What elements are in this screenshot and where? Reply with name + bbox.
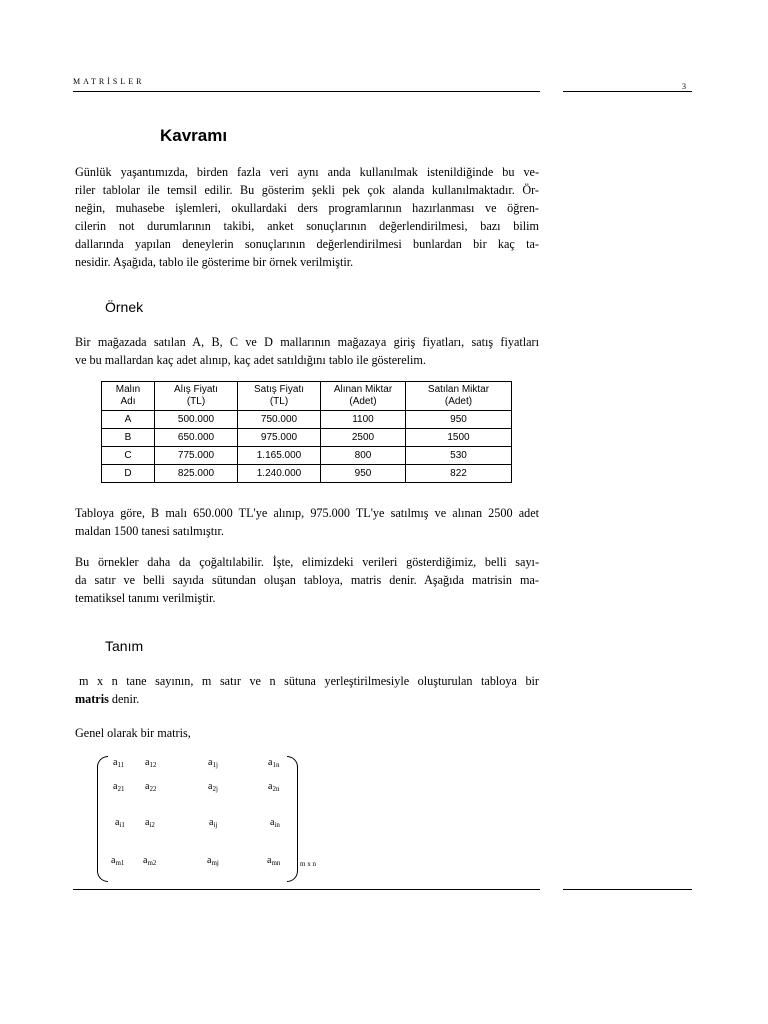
definition-line: m x n tane sayının, m satır ve n sütuna yerleştirilmesiyle oluşturulan tabloya bir (79, 674, 539, 688)
more-line: Bu örnekler daha da çoğaltılabilir. İşte, elimizdeki verileri gösterdiğimiz, belli sayı- (75, 555, 539, 569)
definition-heading: Tanım (105, 638, 144, 654)
matrix-entry: $a_{2n}$ (268, 781, 280, 793)
matrix-entry: $a_{22}$ (145, 781, 157, 793)
table-cell: 825.000 (155, 465, 238, 483)
page-number: 3 (682, 82, 686, 91)
table-row (102, 465, 512, 483)
matrix-entry: $a_{mj}$ (207, 855, 219, 867)
intro-line: cilerin not durumlarının takibi, anket sonuçlarının değerlendirilmesi, bazı bilim (75, 219, 539, 233)
more-paragraph (75, 553, 539, 607)
matrix-entry: $a_{11}$ (113, 757, 125, 769)
matrix-entry: $a_{1j}$ (208, 757, 218, 769)
table-cell: 950 (406, 411, 512, 429)
table-cell: 822 (406, 465, 512, 483)
intro-paragraph (75, 163, 539, 271)
left-parenthesis (97, 756, 108, 882)
matrix-entry: $a_{12}$ (145, 757, 157, 769)
table-cell: C (102, 447, 155, 465)
example-heading: Örnek (105, 299, 144, 315)
example-paragraph (75, 333, 539, 369)
more-line: da satır ve belli sayıda sütundan oluşan tabloya, matris denir. Aşağıda matrisin ma- (75, 573, 539, 587)
table-row (102, 411, 512, 429)
col-header: Alış Fiyatı (TL) (155, 382, 238, 411)
intro-line: dallarında yapılan deneylerin sonuçlarının değerlendirilmesi bunlardan bir kaç ta- (75, 237, 539, 251)
matrix-entry: $a_{i2}$ (145, 817, 155, 829)
matrix-size-label: m x n (300, 860, 316, 868)
table-header-row (102, 382, 512, 411)
section-title: Kavramı (160, 126, 228, 145)
intro-line: neğin, muhasebe işlemleri, okullardaki ders programlarının hazırlanması ve öğren- (75, 201, 539, 215)
table-cell: 750.000 (238, 411, 321, 429)
table-cell: 650.000 (155, 429, 238, 447)
matrix-entry: $a_{mn}$ (267, 855, 281, 867)
header-rule-left (73, 91, 540, 92)
col-header: Alınan Miktar (Adet) (321, 382, 406, 411)
table-cell: 1100 (321, 411, 406, 429)
price-table (101, 381, 512, 483)
after-table-line: maldan 1500 tanesi satılmıştır. (75, 524, 224, 538)
footer-rule-left (73, 889, 540, 890)
table-cell: 530 (406, 447, 512, 465)
table-cell: 500.000 (155, 411, 238, 429)
header-rule-right (563, 91, 692, 92)
more-line: tematiksel tanımı verilmiştir. (75, 591, 216, 605)
col-header: Malın Adı (102, 382, 155, 411)
intro-line: riler tablolar ile temsil edilir. Bu gösterim şekli pek çok alanda kullanılmaktadır. Ör- (75, 183, 539, 197)
general-line: Genel olarak bir matris, (75, 726, 191, 740)
table-cell: 2500 (321, 429, 406, 447)
table-row (102, 447, 512, 465)
table-row (102, 429, 512, 447)
matrix-entry: $a_{21}$ (113, 781, 125, 793)
table-cell: 1.165.000 (238, 447, 321, 465)
table-cell: 800 (321, 447, 406, 465)
table-cell: 775.000 (155, 447, 238, 465)
matrix-entry: $a_{m1}$ (111, 855, 125, 867)
table-cell: A (102, 411, 155, 429)
col-header: Satılan Miktar (Adet) (406, 382, 512, 411)
col-header: Satış Fiyatı (TL) (238, 382, 321, 411)
footer-rule-right (563, 889, 692, 890)
intro-line: nesidir. Aşağıda, tablo ile gösterime bir örnek verilmiştir. (75, 255, 354, 269)
after-table-line: Tabloya göre, B malı 650.000 TL'ye alınıp, 975.000 TL'ye satılmış ve alınan 2500 adet (75, 506, 539, 520)
example-line: Bir mağazada satılan A, B, C ve D mallarının mağazaya giriş fiyatları, satış fiyatları (75, 335, 539, 349)
matrix-entry: $a_{1n}$ (268, 757, 280, 769)
matrix-entry: $a_{ij}$ (209, 817, 218, 829)
right-parenthesis (287, 756, 298, 882)
definition-tail: denir. (108, 692, 140, 706)
running-header: MATRİSLER (73, 77, 145, 86)
example-line: ve bu mallardan kaç adet alınıp, kaç adet satıldığını tablo ile gösterelim. (75, 353, 426, 367)
table-cell: 950 (321, 465, 406, 483)
matrix-entry: $a_{m2}$ (143, 855, 157, 867)
matrix-entry: $a_{2j}$ (208, 781, 218, 793)
definition-paragraph (75, 672, 539, 708)
intro-line: Günlük yaşantımızda, birden fazla veri aynı anda kullanılmak istenildiğinde bu ve- (75, 165, 539, 179)
table-cell: D (102, 465, 155, 483)
definition-line (75, 690, 539, 708)
after-table-paragraph (75, 504, 539, 540)
table-cell: B (102, 429, 155, 447)
table-cell: 1.240.000 (238, 465, 321, 483)
matris-term: matris (75, 692, 109, 706)
table-cell: 975.000 (238, 429, 321, 447)
matrix-entry: $a_{i1}$ (115, 817, 125, 829)
matrix-entry: $a_{in}$ (270, 817, 280, 829)
table-cell: 1500 (406, 429, 512, 447)
